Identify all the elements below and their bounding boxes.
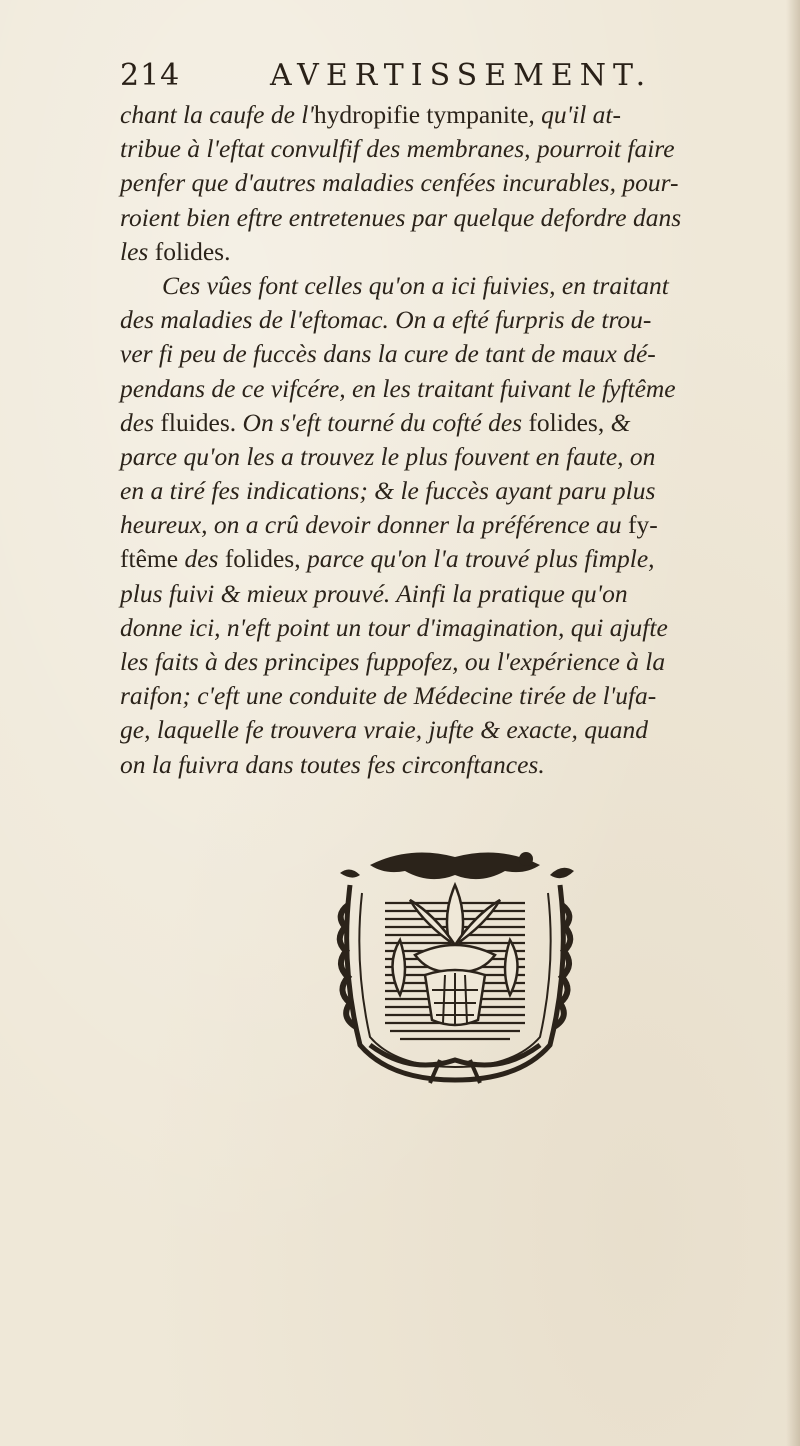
text-segment: les: [120, 236, 155, 266]
text-segment: folides.: [154, 236, 231, 266]
text-segment: fluides.: [160, 407, 237, 437]
text-segment: tribue à l'eftat convulfif des membranes, pourroit faire: [120, 134, 675, 164]
text-line: [120, 440, 800, 474]
text-line: [120, 474, 800, 508]
text-segment: donne ici, n'eft point un tour d'imagination, qui ajufte: [120, 612, 668, 642]
text-line: [120, 372, 800, 406]
text-segment: l': [301, 100, 314, 129]
text-line: [120, 508, 800, 542]
text-line: [120, 132, 800, 166]
text-segment: roient bien eftre entretenues par quelque defordre dans: [120, 202, 682, 232]
text-line: [120, 679, 800, 713]
text-segment: ver fi peu de fuccès dans la cure de tant de maux dé-: [120, 339, 656, 369]
text-line: [120, 269, 800, 303]
text-segment: des: [178, 544, 225, 574]
text-segment: folides,: [224, 544, 301, 574]
text-segment: ftême: [120, 544, 179, 574]
text-segment: folides,: [528, 407, 605, 437]
text-segment: des: [120, 407, 161, 437]
body-text: [120, 98, 800, 782]
text-segment: parce qu'on les a trouvez le plus fouvent en faute, on: [120, 441, 656, 471]
text-line: [120, 748, 800, 782]
text-segment: chant la caufe de: [120, 100, 302, 129]
text-segment: parce qu'on l'a trouvé plus fimple,: [300, 544, 655, 574]
text-segment: penfer que d'autres maladies cenfées incurables, pour-: [120, 168, 679, 198]
text-segment: pendans de ce vifcére, en les traitant fuivant le fyftême: [120, 373, 676, 403]
text-line: [120, 201, 800, 235]
text-line: [120, 542, 800, 576]
text-segment: &: [604, 407, 631, 437]
text-line: [120, 645, 800, 679]
text-segment: Ces vûes font celles qu'on a ici fuivies, en traitant: [162, 270, 669, 300]
text-segment: raifon; c'eft une conduite de Médecine tirée de l'ufa-: [120, 681, 657, 711]
text-segment: les faits à des principes fuppofez, ou l'expérience à la: [120, 647, 666, 676]
running-title: AVERTISSEMENT.: [270, 58, 653, 93]
text-line: [120, 337, 800, 371]
text-line: [120, 577, 800, 611]
text-segment: heureux, on a crû devoir donner la préférence au: [120, 510, 628, 540]
text-segment: On s'eft tourné du cofté des: [236, 407, 529, 437]
text-segment: fy-: [627, 510, 658, 540]
text-line: [120, 235, 800, 269]
text-segment: , qu'il at-: [528, 100, 621, 129]
text-segment: hydropifie tympanite: [313, 100, 529, 129]
page-header: [120, 58, 680, 98]
text-line: [120, 303, 800, 337]
text-line: [120, 406, 800, 440]
text-line: [120, 166, 800, 200]
text-line: [120, 98, 800, 132]
text-segment: en a tiré fes indications; & le fuccès ayant paru plus: [120, 476, 656, 506]
floral-basket-tailpiece-icon: [330, 845, 580, 1085]
text-segment: ge, laquelle fe trouvera vraie, jufte & exacte, quand: [120, 715, 649, 745]
text-segment: des maladies de l'eftomac. On a efté furpris de trou-: [120, 305, 652, 335]
text-segment: on la fuivra dans toutes fes circonftances.: [120, 749, 545, 779]
page-number: 214: [120, 58, 181, 93]
text-segment: plus fuivi & mieux prouvé. Ainfi la pratique qu'on: [120, 578, 628, 608]
text-line: [120, 611, 800, 645]
text-line: [120, 713, 800, 747]
